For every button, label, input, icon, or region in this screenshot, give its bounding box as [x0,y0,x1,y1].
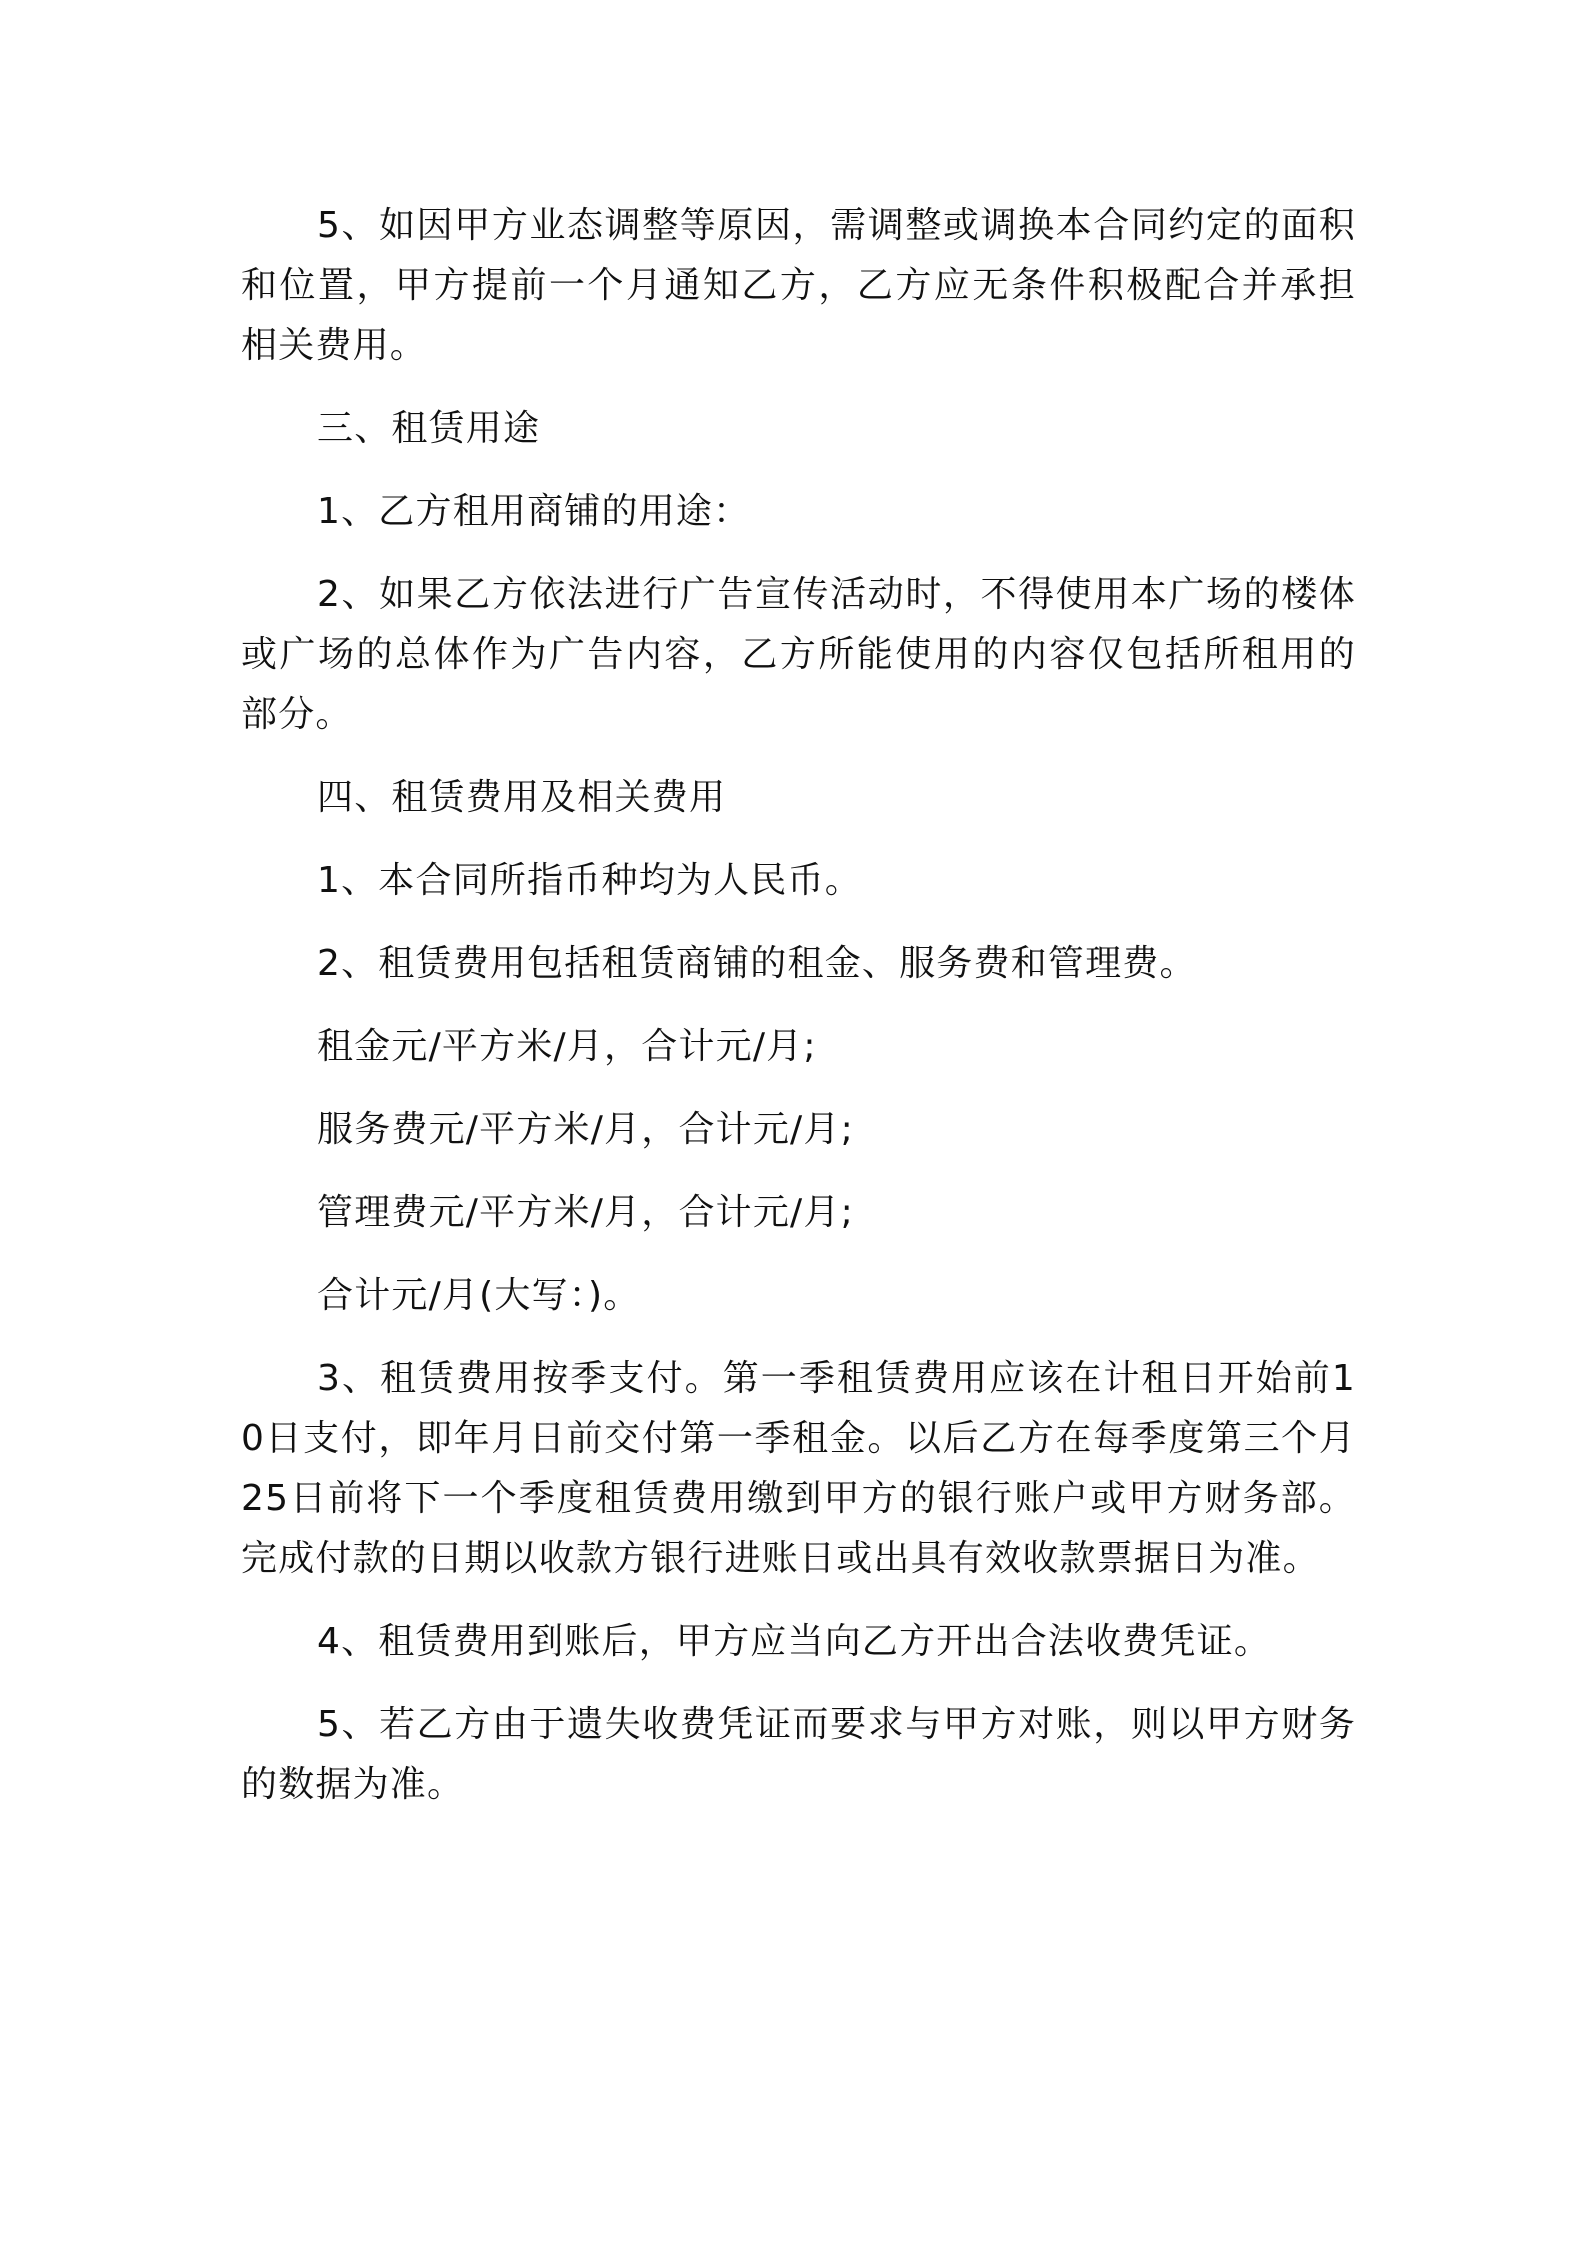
paragraph-advertising: 2、如果乙方依法进行广告宣传活动时，不得使用本广场的楼体或广场的总体作为广告内容，乙方所能使用的内容仅包括所租用的部分。 [241,574,1356,735]
paragraph-shop-usage: 1、乙方租用商铺的用途： [317,491,751,532]
paragraph-currency: 1、本合同所指币种均为人民币。 [317,860,862,901]
line-rent: 租金元/平方米/月，合计元/月; [317,1026,817,1067]
paragraph-area-adjustment: 5、如因甲方业态调整等原因，需调整或调换本合同约定的面积和位置，甲方提前一个月通知乙方，乙方应无条件积极配合并承担相关费用。 [241,205,1356,366]
line-service-fee: 服务费元/平方米/月，合计元/月; [317,1109,854,1150]
paragraph-payment-schedule: 3、租赁费用按季支付。第一季租赁费用应该在计租日开始前10日支付，即年月日前交付第一季租金。以后乙方在每季度第三个月25日前将下一个季度租赁费用缴到甲方的银行账户或甲方财务部。完成付款的日期以收款方银行进账日或出具有效收款票据日为准。 [241,1358,1356,1579]
line-management-fee: 管理费元/平方米/月，合计元/月; [317,1192,854,1233]
paragraph-reconciliation: 5、若乙方由于遗失收费凭证而要求与甲方对账，则以甲方财务的数据为准。 [241,1704,1356,1805]
paragraph-fee-components: 2、租赁费用包括租赁商铺的租金、服务费和管理费。 [317,943,1197,984]
paragraph-receipt: 4、租赁费用到账后，甲方应当向乙方开出合法收费凭证。 [317,1621,1272,1662]
section-heading-lease-fees: 四、租赁费用及相关费用 [317,777,727,818]
document-body [241,196,1356,1838]
section-heading-lease-purpose: 三、租赁用途 [317,408,541,449]
line-total: 合计元/月(大写：)。 [317,1275,641,1316]
